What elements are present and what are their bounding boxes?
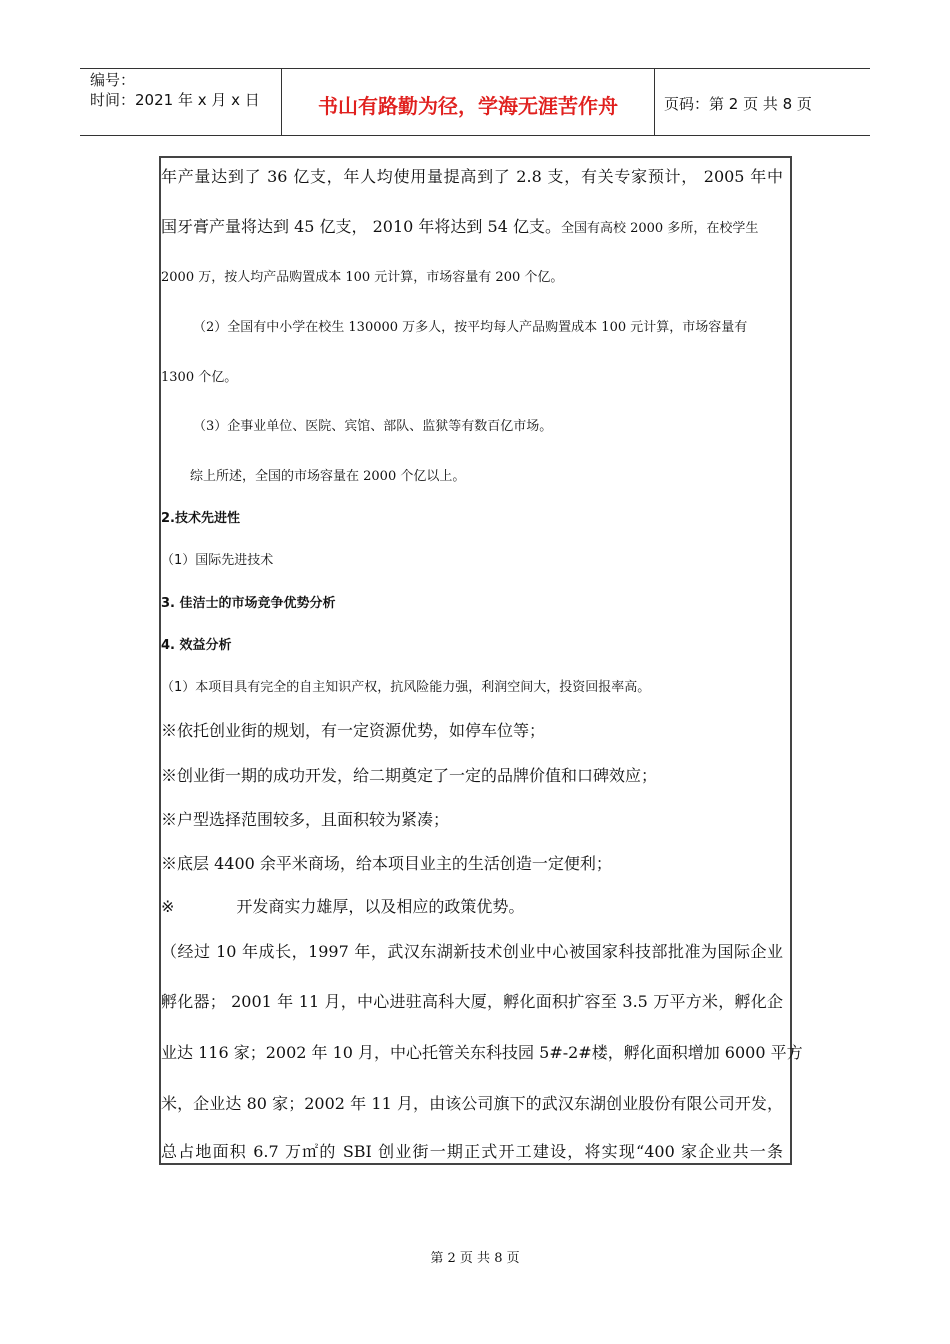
para-line-1: （经过 10 年成长，1997 年，武汉东湖新技术创业中心被国家科技部批准为国际企业 bbox=[161, 942, 783, 961]
footer-page-number: 第 2 页 共 8 页 bbox=[430, 1251, 520, 1266]
time-label: 时间：2021 年 x 月 x 日 bbox=[90, 91, 260, 109]
bullet-5-text: 开发商实力雄厚，以及相应的政策优势。 bbox=[236, 897, 525, 916]
body-line-4: （2）全国有中小学在校生 130000 万多人，按平均每人产品购置成本 100 元计算，市场容量有 bbox=[193, 320, 748, 335]
header-motto: 书山有路勤为径，学海无涯苦作舟 bbox=[318, 94, 618, 118]
header-divider-right bbox=[654, 68, 655, 135]
body-line-7: 综上所述，全国的市场容量在 2000 个亿以上。 bbox=[190, 469, 466, 484]
body-line-2a: 国牙膏产量将达到 45 亿支， 2010 年将达到 54 亿支。 bbox=[161, 217, 561, 236]
para-line-3: 业达 116 家；2002 年 10 月，中心托管关东科技园 5#-2#楼，孵化面积增加 6000 平方 bbox=[161, 1043, 803, 1062]
header-page-label: 页码：第 2 页 共 8 页 bbox=[664, 95, 812, 113]
para-line-2: 孵化器； 2001 年 11 月，中心进驻高科大厦，孵化面积扩容至 3.5 万平方米，孵化企 bbox=[161, 992, 783, 1011]
body-line-1: 年产量达到了 36 亿支，年人均使用量提高到了 2.8 支，有关专家预计， 2005 年中 bbox=[161, 167, 783, 186]
body-line-8: （1）国际先进技术 bbox=[161, 553, 274, 568]
body-line-2b: 全国有高校 2000 多所，在校学生 bbox=[560, 221, 759, 236]
body-line-3: 2000 万，按人均产品购置成本 100 元计算，市场容量有 200 个亿。 bbox=[161, 270, 564, 285]
bullet-1: ※依托创业街的规划，有一定资源优势，如停车位等； bbox=[161, 721, 546, 740]
bullet-3: ※户型选择范围较多，且面积较为紧凑； bbox=[161, 810, 450, 829]
content-frame bbox=[159, 156, 803, 1165]
bullet-5 bbox=[161, 894, 524, 917]
para-line-4: 米，企业达 80 家；2002 年 11 月，由该公司旗下的武汉东湖创业股份有限公司开发， bbox=[161, 1094, 783, 1113]
bullet-4: ※底层 4400 余平米商场，给本项目业主的生活创造一定便利； bbox=[161, 854, 612, 873]
bullet-2: ※创业街一期的成功开发，给二期奠定了一定的品牌价值和口碑效应； bbox=[161, 766, 658, 785]
header-left-cell bbox=[90, 70, 260, 110]
para-line-5: 总占地面积 6.7 万㎡的 SBI 创业街一期正式开工建设，将实现“400 家企业共一条 bbox=[161, 1142, 783, 1161]
bullet-5-mark: ※ bbox=[161, 897, 175, 916]
section-heading-2: 2.技术先进性 bbox=[161, 511, 240, 526]
header-top-rule bbox=[80, 68, 870, 69]
body-line-2 bbox=[161, 214, 758, 237]
header-bottom-rule bbox=[80, 135, 870, 136]
number-label: 编号： bbox=[90, 71, 136, 89]
section-heading-3: 3. 佳洁士的市场竞争优势分析 bbox=[161, 596, 336, 611]
body-line-6: （3）企事业单位、医院、宾馆、部队、监狱等有数百亿市场。 bbox=[193, 419, 553, 434]
section-heading-4: 4. 效益分析 bbox=[161, 638, 232, 653]
body-line-9: （1）本项目具有完全的自主知识产权，抗风险能力强，利润空间大，投资回报率高。 bbox=[161, 680, 651, 695]
body-line-5: 1300 个亿。 bbox=[161, 370, 238, 385]
